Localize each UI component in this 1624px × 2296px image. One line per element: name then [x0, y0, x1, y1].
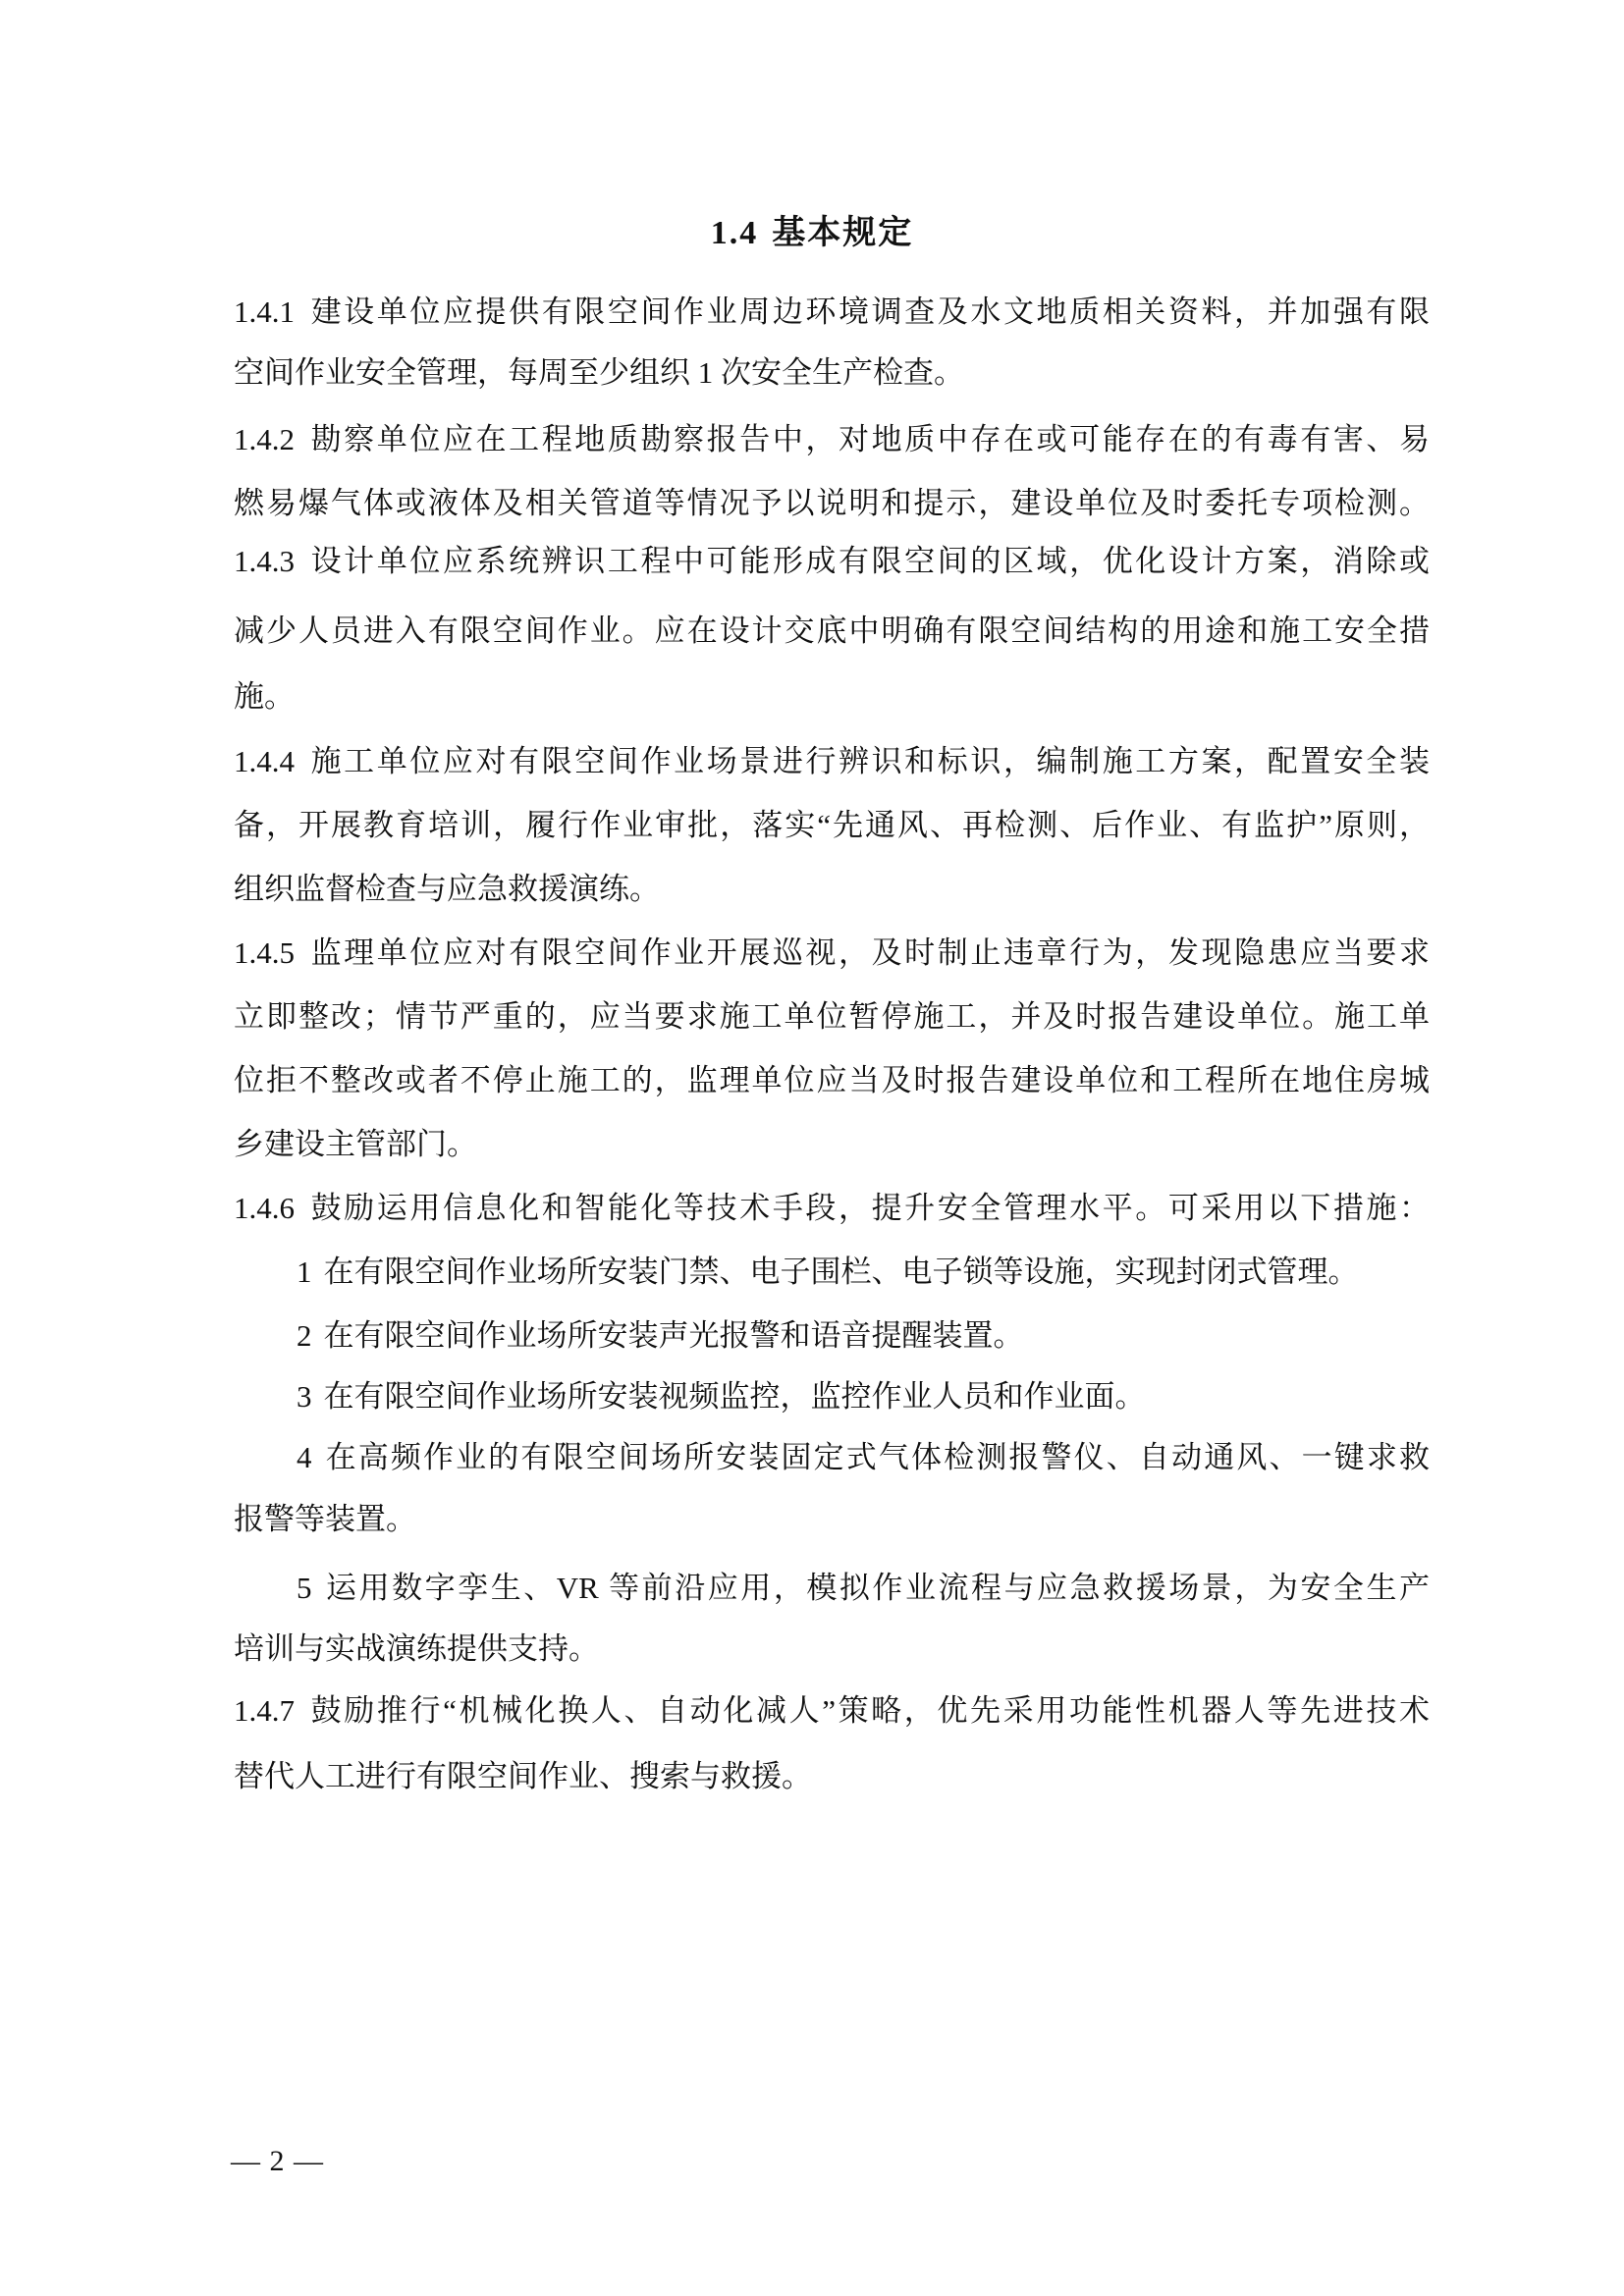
- clause-1-4-4-line-1: [234, 738, 1430, 785]
- item-text: 在高频作业的有限空间场所安装固定式气体检测报警仪、自动通风、一键求救: [323, 1440, 1430, 1474]
- clause-1-4-5-line-2: 立即整改；情节严重的，应当要求施工单位暂停施工，并及时报告建设单位。施工单: [234, 999, 1430, 1034]
- clause-1-4-5-line-4: 乡建设主管部门。: [234, 1127, 477, 1161]
- item-text: 运用数字孪生、VR 等前沿应用，模拟作业流程与应急救援场景，为安全生产: [323, 1571, 1430, 1605]
- clause-1-4-1-line-1: [234, 289, 1430, 336]
- clause-1-4-5-line-1: [234, 930, 1430, 977]
- section-title: 基本规定: [772, 215, 914, 251]
- section-heading: [0, 210, 1624, 257]
- clause-text: 监理单位应对有限空间作业开展巡视，及时制止违章行为，发现隐患应当要求: [308, 935, 1430, 970]
- clause-1-4-4-line-2: 备，开展教育培训，履行作业审批，落实“先通风、再检测、后作业、有监护”原则，: [234, 808, 1430, 842]
- item-text: 在有限空间作业场所安装视频监控，监控作业人员和作业面。: [323, 1379, 1146, 1414]
- item-number: 5: [297, 1571, 312, 1605]
- item-text: 在有限空间作业场所安装声光报警和语音提醒装置。: [323, 1318, 1024, 1353]
- clause-1-4-3-line-1: [234, 538, 1430, 585]
- clause-text: 施工单位应对有限空间作业场景进行辨识和标识，编制施工方案，配置安全装: [308, 744, 1430, 778]
- item-text: 在有限空间作业场所安装门禁、电子围栏、电子锁等设施，实现封闭式管理。: [323, 1255, 1359, 1289]
- clause-text: 鼓励推行“机械化换人、自动化减人”策略，优先采用功能性机器人等先进技术: [308, 1693, 1430, 1728]
- measure-item-4-line-2: 报警等装置。: [234, 1502, 416, 1536]
- measure-item-5-line-1: [297, 1565, 1430, 1612]
- clause-1-4-5-line-3: 位拒不整改或者不停止施工的，监理单位应当及时报告建设单位和工程所在地住房城: [234, 1063, 1430, 1097]
- measure-item-2: [297, 1312, 1430, 1360]
- measure-item-3: [297, 1373, 1430, 1420]
- clause-1-4-3-line-2: 减少人员进入有限空间作业。应在设计交底中明确有限空间结构的用途和施工安全措: [234, 614, 1430, 648]
- clause-1-4-7-line-2: 替代人工进行有限空间作业、搜索与救援。: [234, 1759, 812, 1793]
- measure-item-1: [297, 1249, 1430, 1296]
- clause-number: 1.4.4: [234, 744, 295, 778]
- clause-1-4-7-line-1: [234, 1687, 1430, 1735]
- clause-number: 1.4.5: [234, 935, 295, 970]
- clause-1-4-2-line-2: 燃易爆气体或液体及相关管道等情况予以说明和提示，建设单位及时委托专项检测。: [234, 486, 1430, 520]
- clause-text: 设计单位应系统辨识工程中可能形成有限空间的区域，优化设计方案，消除或: [308, 544, 1430, 578]
- clause-1-4-3-line-3: 施。: [234, 679, 295, 714]
- measure-item-4-line-1: [297, 1434, 1430, 1481]
- clause-number: 1.4.1: [234, 294, 295, 329]
- page-number: — 2 —: [231, 2145, 324, 2177]
- section-number: 1.4: [710, 215, 759, 251]
- measure-item-5-line-2: 培训与实战演练提供支持。: [234, 1631, 599, 1666]
- clause-number: 1.4.3: [234, 544, 295, 578]
- clause-1-4-1-line-2: 空间作业安全管理，每周至少组织 1 次安全生产检查。: [234, 355, 964, 390]
- item-number: 3: [297, 1379, 312, 1414]
- clause-1-4-6-line-1: [234, 1185, 1430, 1232]
- clause-number: 1.4.7: [234, 1693, 295, 1728]
- item-number: 2: [297, 1318, 312, 1353]
- clause-text: 建设单位应提供有限空间作业周边环境调查及水文地质相关资料，并加强有限: [308, 294, 1430, 329]
- clause-1-4-2-line-1: [234, 416, 1430, 463]
- clause-1-4-4-line-3: 组织监督检查与应急救援演练。: [234, 872, 660, 906]
- clause-text: 鼓励运用信息化和智能化等技术手段，提升安全管理水平。可采用以下措施：: [308, 1191, 1430, 1225]
- item-number: 4: [297, 1440, 312, 1474]
- clause-text: 勘察单位应在工程地质勘察报告中，对地质中存在或可能存在的有毒有害、易: [308, 422, 1430, 456]
- item-number: 1: [297, 1255, 312, 1289]
- clause-number: 1.4.2: [234, 422, 295, 456]
- clause-number: 1.4.6: [234, 1191, 295, 1225]
